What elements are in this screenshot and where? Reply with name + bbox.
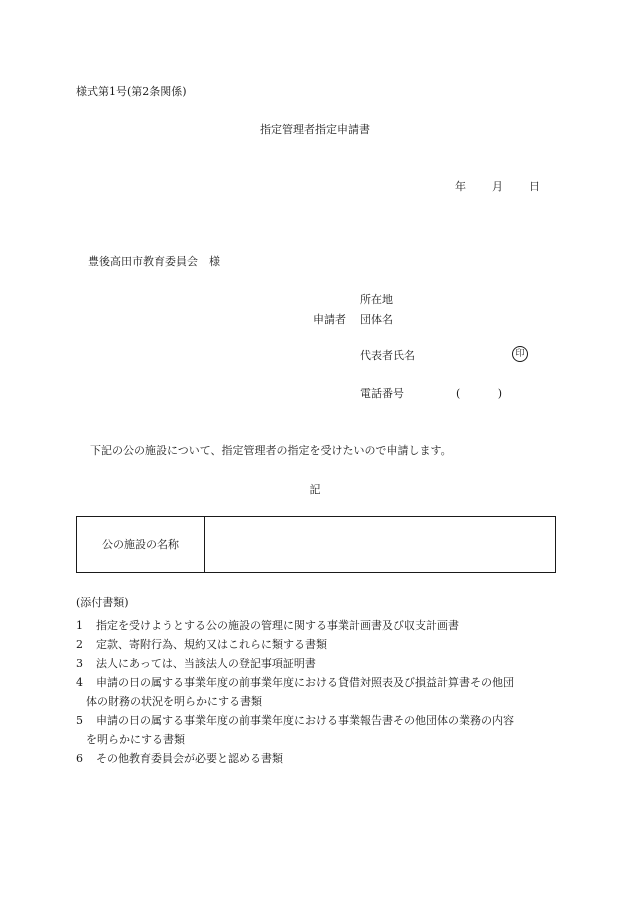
attachment-number: 5: [76, 714, 83, 727]
attachment-text: その他教育委員会が必要と認める書類: [96, 752, 283, 765]
phone-open-paren: (: [456, 387, 461, 400]
phone-label: 電話番号: [360, 387, 404, 400]
ki-heading: 記: [309, 483, 321, 496]
applicant-label: 申請者: [313, 313, 346, 326]
attachments-heading: (添付書類): [76, 596, 129, 609]
address-label: 所在地: [360, 293, 393, 306]
attachment-item: [76, 654, 566, 673]
attachment-number: 6: [76, 752, 83, 765]
date-month: 月: [492, 180, 503, 193]
phone-parentheses: [456, 388, 502, 399]
facility-name-label: 公の施設の名称: [77, 517, 205, 572]
seal-mark: 印: [512, 346, 528, 362]
attachment-item: [76, 673, 566, 711]
attachment-number: 1: [76, 619, 83, 632]
addressee: 豊後高田市教育委員会 様: [88, 255, 220, 268]
document-title: 指定管理者指定申請書: [260, 123, 370, 136]
attachments-list: [76, 616, 566, 768]
representative-label: 代表者氏名: [360, 349, 415, 362]
attachment-text: を明らかにする書類: [86, 733, 185, 746]
attachment-item: [76, 711, 566, 749]
attachment-text: 定款、寄附行為、規約又はこれらに類する書類: [96, 638, 327, 651]
attachment-text: 申請の日の属する事業年度の前事業年度における貸借対照表及び損益計算書その他団: [96, 676, 514, 689]
attachment-number: 2: [76, 638, 83, 651]
attachment-text: 申請の日の属する事業年度の前事業年度における事業報告書その他団体の業務の内容: [96, 714, 514, 727]
facility-name-value[interactable]: [205, 517, 555, 572]
date-day: 日: [529, 180, 540, 193]
attachment-item: [76, 616, 566, 635]
form-number: 様式第1号(第2条関係): [76, 85, 187, 98]
body-text: 下記の公の施設について、指定管理者の指定を受けたいので申請します。: [90, 444, 452, 457]
date-year: 年: [455, 180, 466, 193]
attachment-number: 4: [76, 676, 83, 689]
phone-close-paren: ): [497, 387, 502, 400]
organization-label: 団体名: [360, 313, 393, 326]
attachment-text: 法人にあっては、当該法人の登記事項証明書: [96, 657, 316, 670]
facility-table: [76, 516, 556, 573]
attachment-number: 3: [76, 657, 83, 670]
date-line: [455, 181, 540, 192]
attachment-item: [76, 749, 566, 768]
attachment-text: 指定を受けようとする公の施設の管理に関する事業計画書及び収支計画書: [96, 619, 459, 632]
attachment-text: 体の財務の状況を明らかにする書類: [86, 695, 262, 708]
attachment-item: [76, 635, 566, 654]
